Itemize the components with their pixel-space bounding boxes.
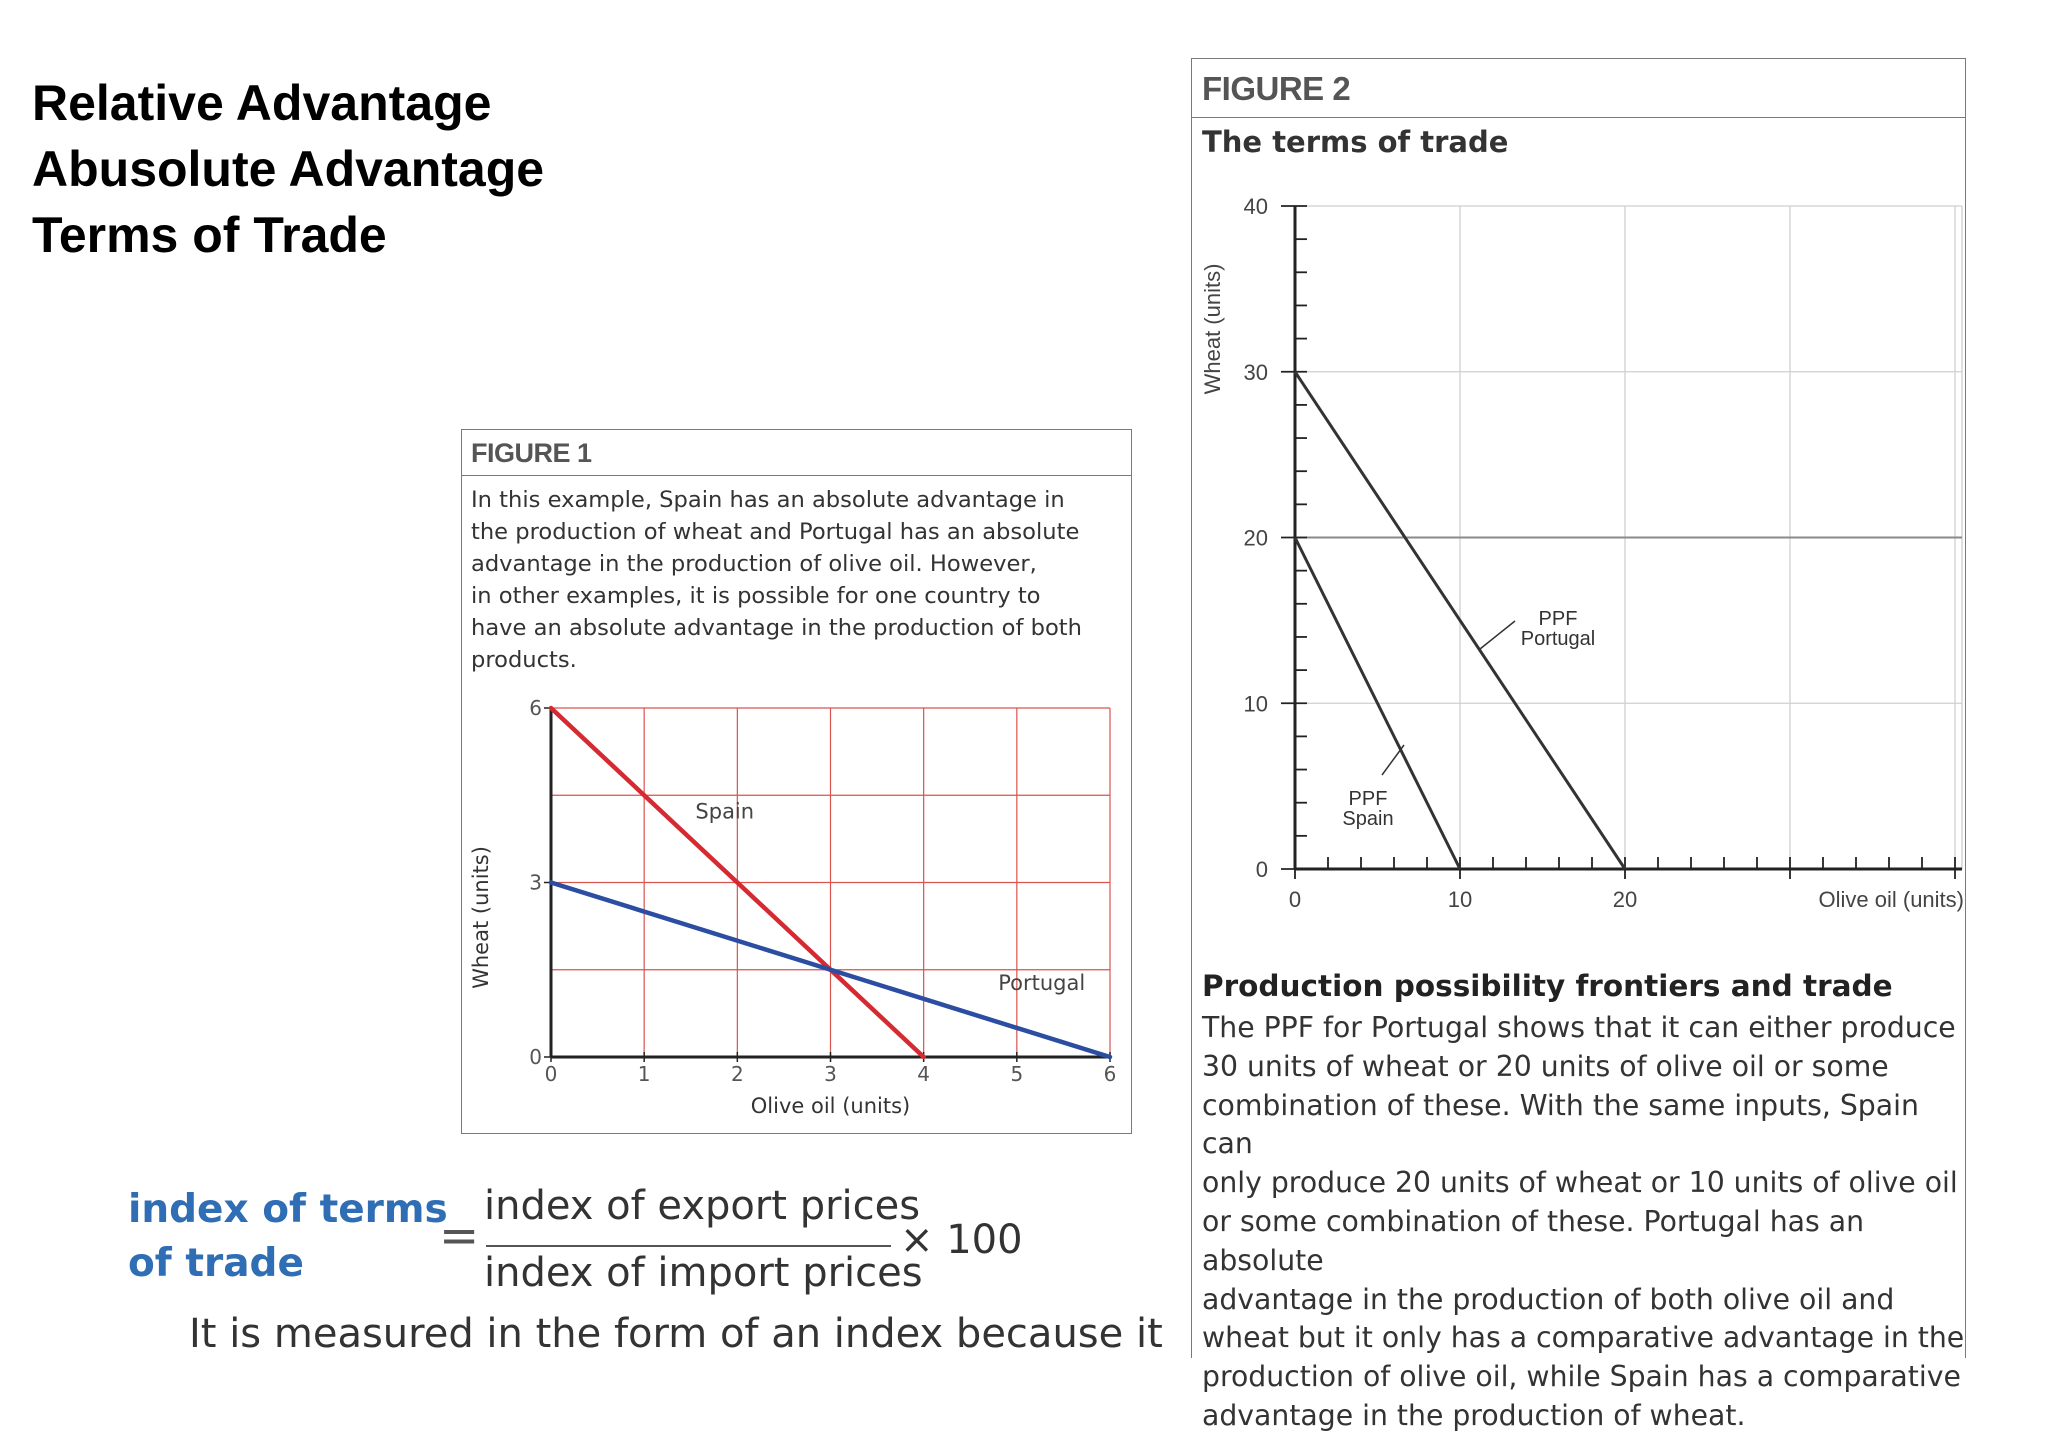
y-tick-label: 0 — [529, 1045, 542, 1069]
formula-denominator: index of import prices — [484, 1250, 923, 1296]
x-tick-label: 10 — [1447, 887, 1473, 912]
figure-1-desc-line: the production of wheat and Portugal has an absolute — [471, 519, 1080, 545]
figure-2 — [1191, 58, 1966, 1432]
title-relative-advantage: Relative Advantage — [32, 75, 492, 131]
y-tick-label: 10 — [1243, 691, 1268, 717]
figure-2-chart — [1192, 59, 1967, 959]
ppf-text-line: only produce 20 units of wheat or 10 units of olive oil — [1202, 1166, 1958, 1200]
ppf-text-line: combination of these. With the same inputs, Spain can — [1202, 1088, 1919, 1161]
formula-numerator: index of export prices — [484, 1183, 921, 1229]
figure-1 — [461, 429, 1132, 1134]
x-tick-label: 2 — [730, 1062, 744, 1086]
x-axis-label: Olive oil (units) — [750, 1094, 911, 1118]
formula-multiplier: × 100 — [900, 1217, 1023, 1263]
y-tick-label: 3 — [529, 870, 542, 895]
ppf-text-title: Production possibility frontiers and trade — [1202, 969, 1893, 1003]
figure-1-chart — [462, 430, 1133, 1135]
ppf-text-line: advantage in the production of wheat. — [1202, 1398, 1746, 1432]
formula-footer-text: It is measured in the form of an index because it — [189, 1311, 1163, 1357]
figure-1-desc-line: In this example, Spain has an absolute advantage in — [471, 487, 1065, 513]
figure-1-header: FIGURE 1 — [462, 430, 1131, 476]
y-axis-label: Wheat (units) — [469, 846, 493, 989]
ppf-portugal-label: Portugal — [1520, 628, 1596, 650]
x-tick-label: 0 — [544, 1062, 558, 1086]
ppf-text-line: advantage in the production of both olive oil and — [1202, 1282, 1895, 1316]
ppf-text-line: or some combination of these. Portugal has an absolute — [1202, 1204, 1865, 1277]
x-axis-label: Olive oil (units) — [1818, 887, 1964, 912]
series-label-portugal: Portugal — [998, 971, 1086, 996]
x-tick-label: 3 — [824, 1062, 837, 1086]
figure-1-desc-line: have an absolute advantage in the production of both — [471, 615, 1082, 641]
ppf-text-line: 30 units of wheat or 20 units of olive oil or some — [1202, 1049, 1889, 1083]
ppf-text-body — [1202, 1009, 1972, 1436]
formula-label-line: index of terms — [128, 1187, 448, 1232]
x-tick-label: 20 — [1612, 887, 1638, 912]
ppf-text-line: production of olive oil, while Spain has a comparative — [1202, 1360, 1961, 1394]
ppf-portugal-label: PPF — [1538, 608, 1578, 630]
formula-label-line: of trade — [128, 1241, 304, 1286]
y-axis-label: Wheat (units) — [1200, 263, 1225, 395]
y-tick-label: 40 — [1243, 194, 1268, 219]
fraction-bar — [486, 1245, 891, 1247]
x-tick-label: 6 — [1103, 1062, 1117, 1086]
x-tick-label: 4 — [917, 1062, 931, 1086]
y-tick-label: 0 — [1255, 857, 1268, 882]
ppf-text-line: wheat but it only has a comparative advantage in the — [1202, 1321, 1965, 1355]
ppf-spain-label: Spain — [1342, 808, 1394, 830]
formula-label — [128, 1183, 448, 1291]
ppf-portugal-leader — [1480, 621, 1515, 649]
x-tick-label: 1 — [637, 1062, 651, 1086]
title-terms-of-trade: Terms of Trade — [32, 207, 387, 263]
title-absolute-advantage: Abusolute Advantage — [32, 141, 545, 197]
y-tick-label: 20 — [1243, 525, 1268, 551]
figure-1-desc-line: advantage in the production of olive oil. However, — [471, 551, 1037, 577]
figure-2-header: FIGURE 2 — [1192, 59, 1965, 118]
ppf-spain-label: PPF — [1348, 788, 1388, 810]
x-tick-label: 0 — [1288, 887, 1302, 912]
ppf-spain-leader — [1382, 745, 1404, 775]
series-label-spain: Spain — [695, 799, 755, 824]
figure-2-subtitle: The terms of trade — [1202, 125, 1509, 159]
formula-equals: = — [439, 1208, 480, 1264]
x-tick-label: 5 — [1010, 1062, 1024, 1086]
slide-titles — [32, 70, 544, 268]
figure-1-desc-line: in other examples, it is possible for one country to — [471, 583, 1041, 609]
figure-1-desc-line: products. — [471, 647, 577, 673]
y-tick-label: 30 — [1243, 359, 1268, 385]
ppf-text-line: The PPF for Portugal shows that it can either produce — [1202, 1011, 1956, 1044]
y-tick-label: 6 — [529, 696, 542, 720]
